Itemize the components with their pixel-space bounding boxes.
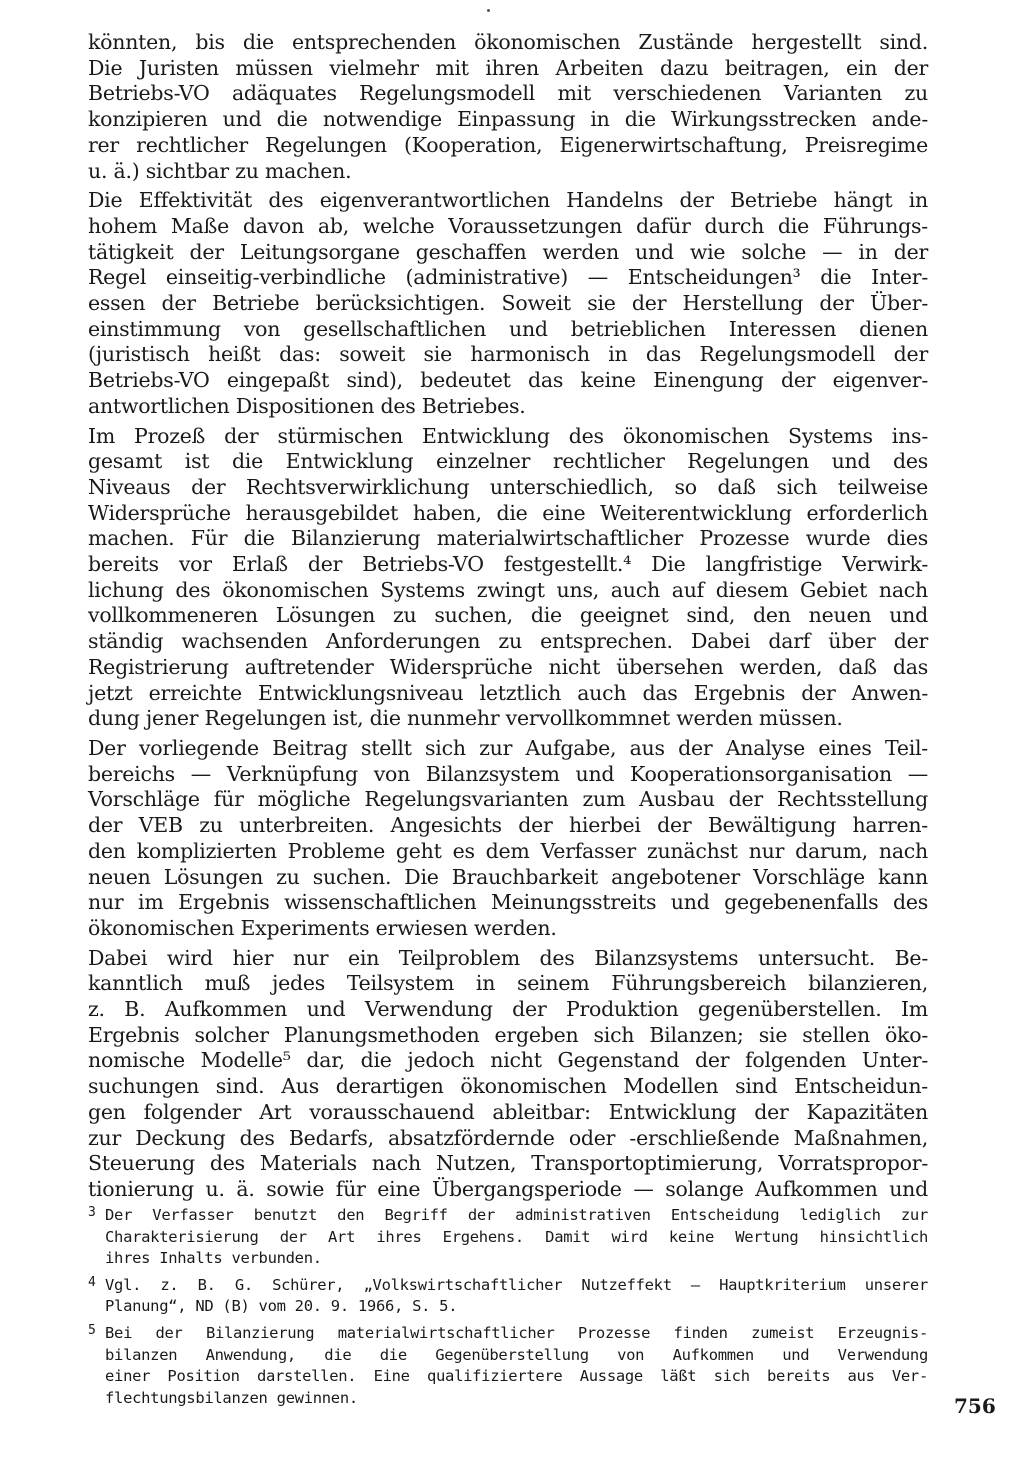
text-line: dung jener Regelungen ist, die nunmehr vervollkommnet werden müssen. (88, 706, 843, 731)
text-line: Ergebnis solcher Planungsmethoden ergeben sich Bilanzen; sie stellen öko- (88, 1022, 928, 1047)
footnote-line: flechtungsbilanzen gewinnen. (105, 1388, 358, 1407)
footnote-line: Vgl. z. B. G. Schürer, „Volkswirtschaftlicher Nutzeffekt — Hauptkriterium unserer (105, 1275, 928, 1294)
text-line: den komplizierten Probleme geht es dem Verfasser zunächst nur darum, nach (88, 838, 928, 863)
footnote-number: 3 (88, 1205, 96, 1220)
text-line: essen der Betriebe berücksichtigen. Soweit sie der Herstellung der Über- (88, 291, 928, 316)
footnote-line: ihres Inhalts verbunden. (105, 1249, 322, 1268)
text-line: Dabei wird hier nur ein Teilproblem des Bilanzsystems untersucht. Be- (88, 945, 928, 970)
page-number: 756 (954, 1394, 996, 1418)
footnote-line: Charakterisierung der Art ihres Ergehens. Damit wird keine Wertung hinsichtlich (105, 1227, 928, 1246)
footnote-number: 5 (88, 1322, 96, 1338)
text-line: zur Deckung des Bedarfs, absatzfördernde oder -erschließende Maßnahmen, (88, 1125, 928, 1150)
paragraph-2 (88, 188, 928, 419)
footnote-line: Planung“, ND (B) vom 20. 9. 1966, S. 5. (105, 1297, 458, 1316)
text-line: gesamt ist die Entwicklung einzelner rechtlicher Regelungen und des (88, 449, 928, 474)
text-line: Die Juristen müssen vielmehr mit ihren Arbeiten dazu beitragen, ein der (88, 55, 928, 80)
text-line: u. ä.) sichtbar zu machen. (88, 158, 352, 183)
footnote-3 (88, 1205, 928, 1270)
text-line: Steuerung des Materials nach Nutzen, Transportoptimierung, Vorratspropor- (88, 1151, 928, 1176)
scan-speck (487, 9, 490, 12)
text-line: hohem Maße davon ab, welche Voraussetzungen dafür durch die Führungs- (88, 213, 928, 238)
text-line: vollkommeneren Lösungen zu suchen, die geeignet sind, den neuen und (88, 603, 928, 628)
text-line: Der vorliegende Beitrag stellt sich zur Aufgabe, aus der Analyse eines Teil- (88, 735, 928, 760)
text-line: einstimmung von gesellschaftlichen und betrieblichen Interessen dienen (88, 316, 928, 341)
text-line: Die Effektivität des eigenverantwortlichen Handelns der Betriebe hängt in (88, 188, 928, 213)
footnote-number: 4 (88, 1274, 96, 1290)
text-line: Widersprüche herausgebildet haben, die eine Weiterentwicklung erforderlich (88, 500, 928, 525)
footnote-line: einer Position darstellen. Eine qualifiziertere Aussage läßt sich bereits aus Ver- (105, 1367, 928, 1386)
text-line: nur im Ergebnis wissenschaftlichen Meinungsstreits und gegebenenfalls des (88, 890, 928, 915)
footnotes (88, 1205, 928, 1414)
text-line: lichung des ökonomischen Systems zwingt uns, auch auf diesem Gebiet nach (88, 577, 928, 602)
main-text (88, 30, 928, 1207)
text-line: Regel einseitig-verbindliche (administrative) — Entscheidungen³ die Inter- (88, 265, 928, 290)
text-line: rer rechtlicher Regelungen (Kooperation, Eigenerwirtschaftung, Preisregime (88, 132, 928, 157)
text-line: Im Prozeß der stürmischen Entwicklung des ökonomischen Systems ins- (88, 423, 928, 448)
text-line: der VEB zu unterbreiten. Angesichts der hierbei der Bewältigung harren- (88, 813, 928, 838)
paragraph-5 (88, 946, 928, 1203)
footnote-line: Der Verfasser benutzt den Begriff der administrativen Entscheidung lediglich zur (105, 1206, 928, 1224)
text-line: tionierung u. ä. sowie für eine Übergangsperiode — solange Aufkommen und (88, 1176, 928, 1201)
text-line: machen. Für die Bilanzierung materialwirtschaftlicher Prozesse wurde dies (88, 526, 928, 551)
footnote-line: bilanzen Anwendung, die die Gegenüberstellung von Aufkommen und Verwendung (105, 1345, 928, 1364)
text-line: ständig wachsenden Anforderungen zu entsprechen. Dabei darf über der (88, 629, 928, 654)
text-line: ökonomischen Experiments erwiesen werden. (88, 915, 557, 940)
paragraph-1 (88, 30, 928, 184)
text-line: kanntlich muß jedes Teilsystem in seinem Führungsbereich bilanzieren, (88, 971, 928, 996)
footnote-line: Bei der Bilanzierung materialwirtschaftlicher Prozesse finden zumeist Erzeugnis- (105, 1323, 928, 1342)
text-line: antwortlichen Dispositionen des Betriebes. (88, 393, 526, 418)
text-line: z. B. Aufkommen und Verwendung der Produktion gegenüberstellen. Im (88, 997, 928, 1022)
text-line: neuen Lösungen zu suchen. Die Brauchbarkeit angebotener Vorschläge kann (88, 864, 928, 889)
text-line: Betriebs-VO eingepaßt sind), bedeutet das keine Einengung der eigenver- (88, 368, 928, 393)
paragraph-3 (88, 424, 928, 732)
footnote-5 (88, 1323, 928, 1409)
text-line: konzipieren und die notwendige Einpassung in die Wirkungsstrecken ande- (88, 107, 928, 132)
paragraph-4 (88, 736, 928, 942)
text-line: suchungen sind. Aus derartigen ökonomischen Modellen sind Entscheidun- (88, 1074, 928, 1099)
text-line: bereichs — Verknüpfung von Bilanzsystem und Kooperationsorganisation — (88, 761, 928, 786)
text-line: Betriebs-VO adäquates Regelungsmodell mit verschiedenen Varianten zu (88, 81, 928, 106)
text-line: nomische Modelle⁵ dar, die jedoch nicht Gegenstand der folgenden Unter- (88, 1048, 928, 1073)
text-line: Niveaus der Rechtsverwirklichung unterschiedlich, so daß sich teilweise (88, 474, 928, 499)
text-line: Vorschläge für mögliche Regelungsvarianten zum Ausbau der Rechtsstellung (88, 787, 928, 812)
text-line: tätigkeit der Leitungsorgane geschaffen werden und wie solche — in der (88, 239, 928, 264)
text-line: gen folgender Art vorausschauend ableitbar: Entwicklung der Kapazitäten (88, 1099, 928, 1124)
text-line: könnten, bis die entsprechenden ökonomischen Zustände hergestellt sind. (88, 30, 928, 54)
text-line: bereits vor Erlaß der Betriebs-VO festgestellt.⁴ Die langfristige Verwirk- (88, 552, 928, 577)
footnote-4 (88, 1275, 928, 1318)
text-line: jetzt erreichte Entwicklungsniveau letztlich auch das Ergebnis der Anwen- (88, 680, 928, 705)
text-line: Registrierung auftretender Widersprüche nicht übersehen werden, daß das (88, 654, 928, 679)
text-line: (juristisch heißt das: soweit sie harmonisch in das Regelungsmodell der (88, 342, 928, 367)
